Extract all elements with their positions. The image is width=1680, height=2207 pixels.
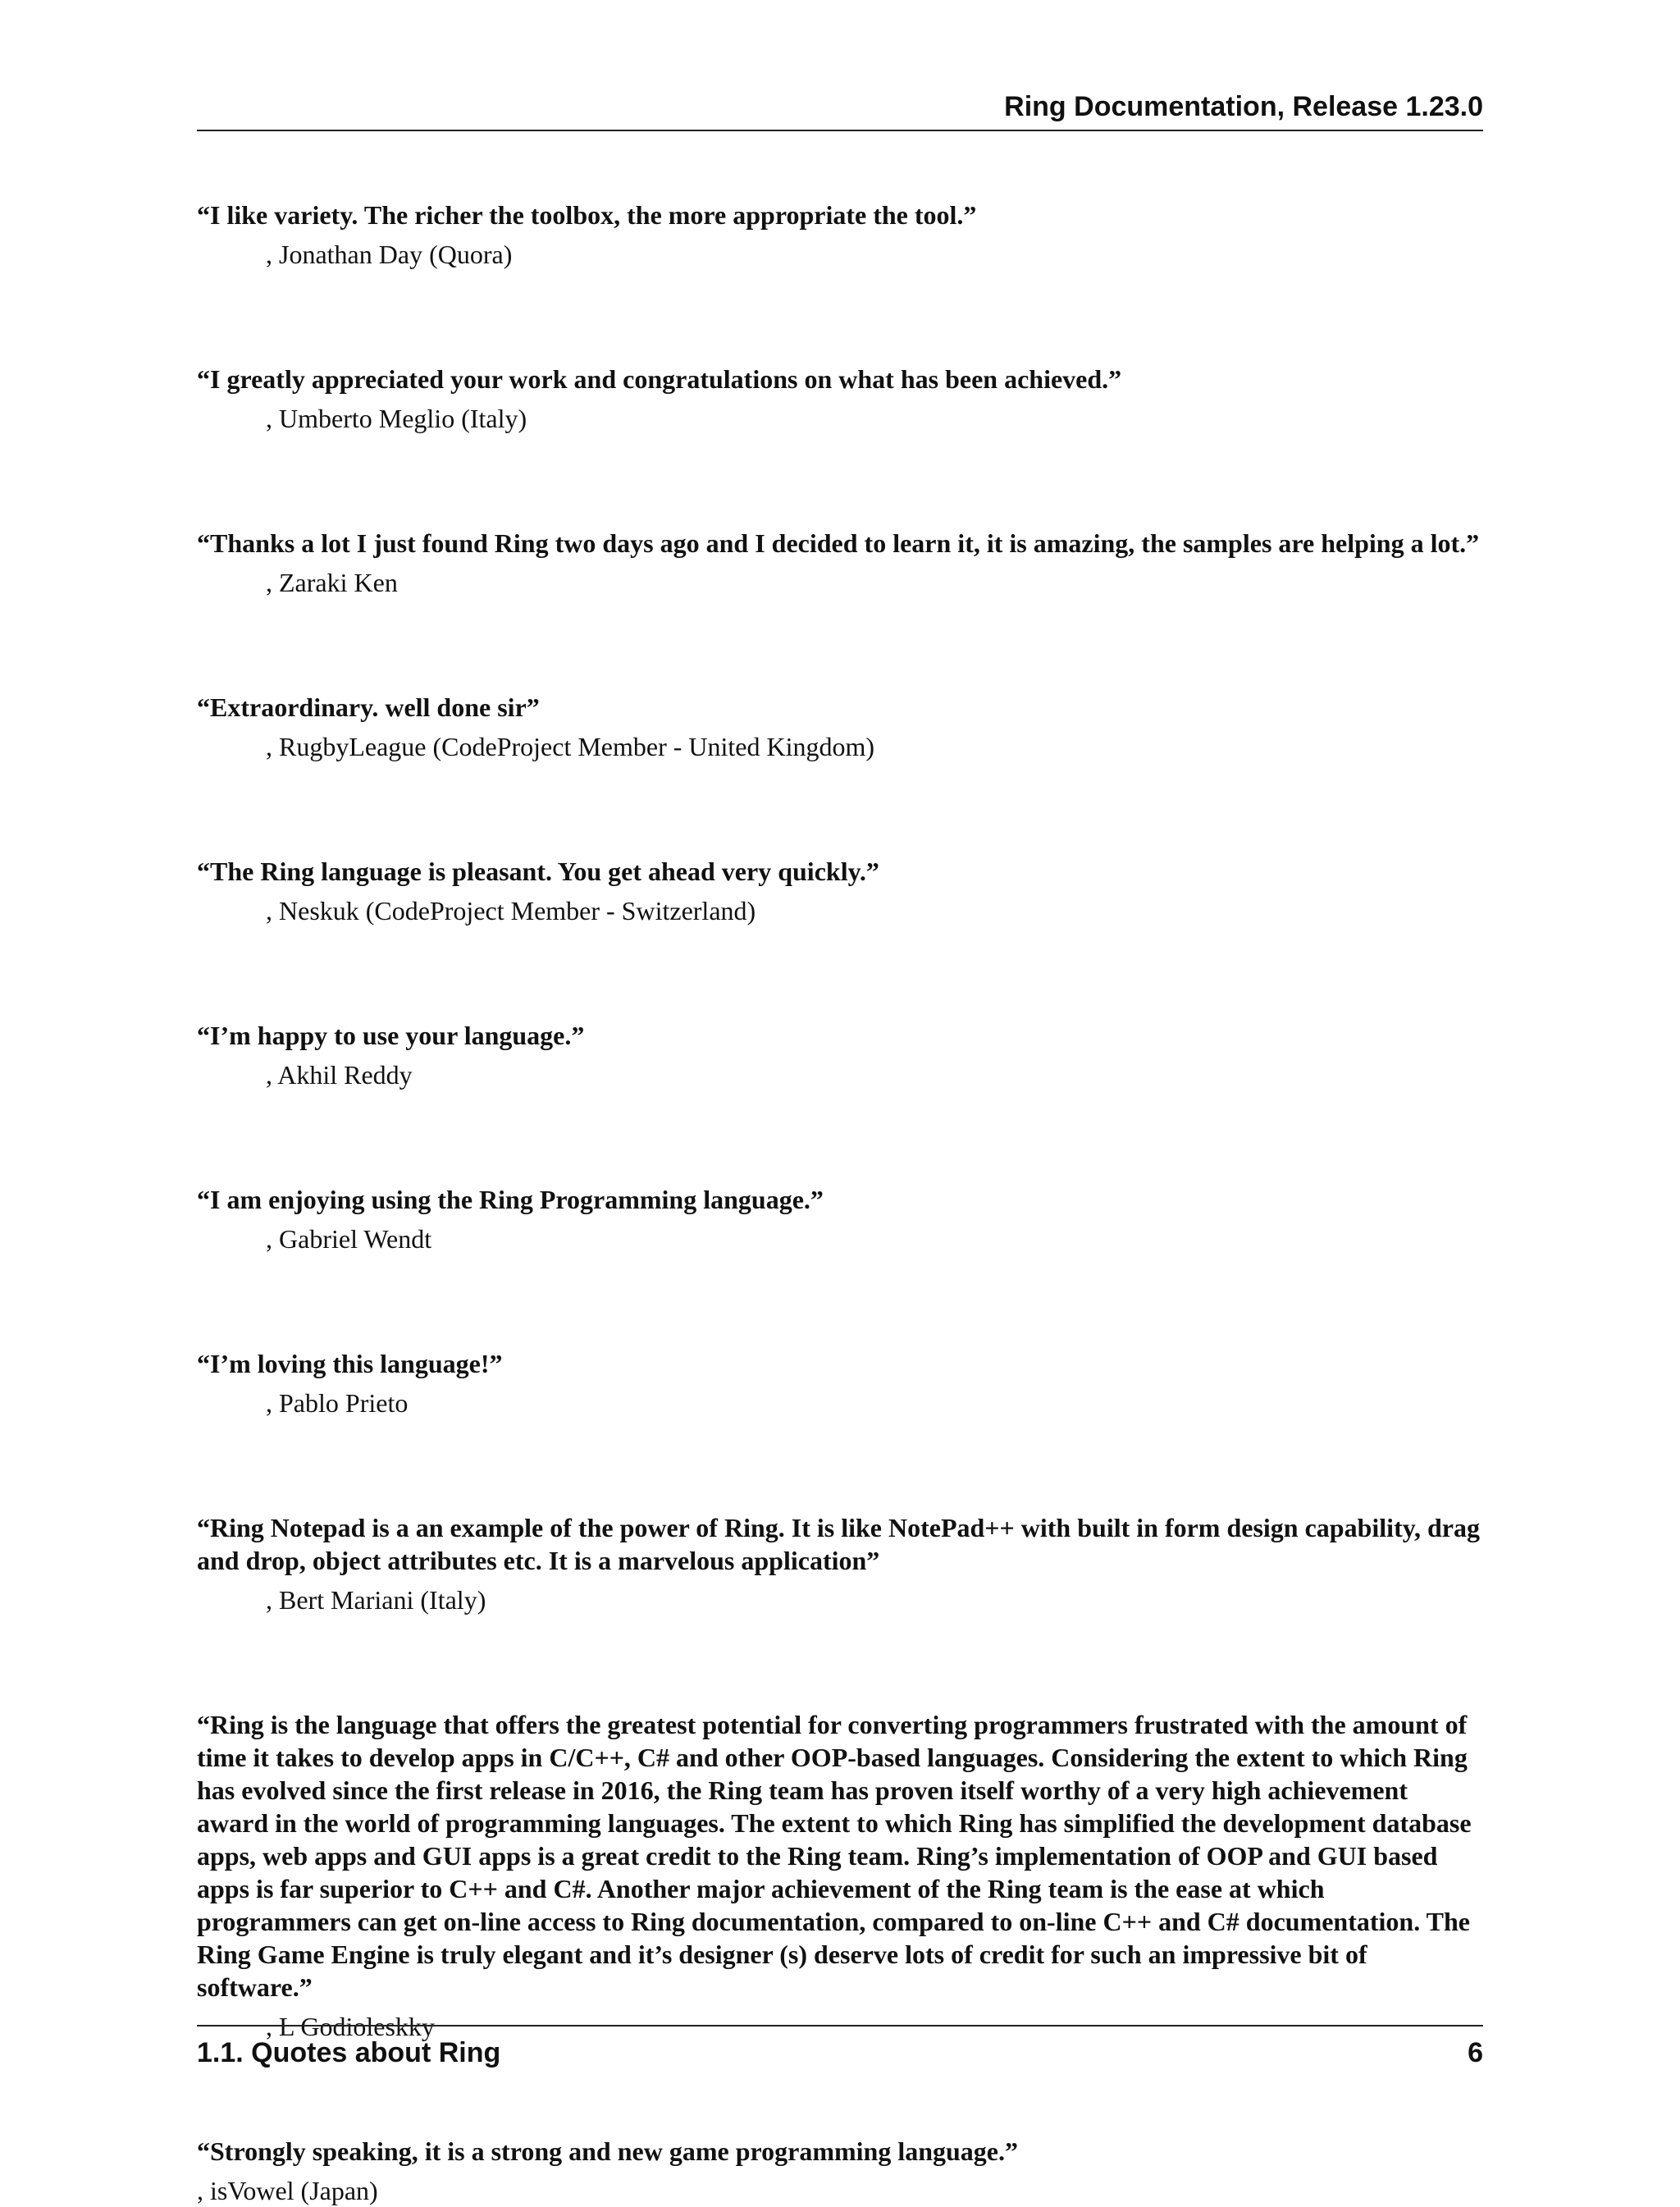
quote-text: “I’m loving this language!” [197, 1349, 503, 1378]
quote-attribution: , Neskuk (CodeProject Member - Switzerland) [266, 896, 756, 925]
quote-attribution: , Pablo Prieto [266, 1388, 409, 1418]
quote-block [197, 1708, 1483, 2043]
quote-block [197, 1019, 1483, 1091]
quote-text: “I like variety. The richer the toolbox, the more appropriate the tool.” [197, 200, 977, 230]
quote-attribution: , L Godioleskky [266, 2012, 435, 2041]
quote-block [197, 527, 1483, 599]
quote-block [197, 1511, 1483, 1616]
quote-attribution: , isVowel (Japan) [197, 2176, 378, 2205]
quote-text: “Thanks a lot I just found Ring two days ago and I decided to learn it, it is amazing, the samples are helping a lot.” [197, 528, 1480, 558]
quotes-section [197, 199, 1483, 2207]
quote-text: “Ring Notepad is a an example of the power of Ring. It is like NotePad++ with built in form design capability, drag and drop, object attributes etc. It is a marvelous application” [197, 1513, 1480, 1575]
quote-attribution: , Umberto Meglio (Italy) [266, 404, 527, 433]
document-title: Ring Documentation, Release 1.23.0 [1004, 91, 1483, 122]
quote-text: “Extraordinary. well done sir” [197, 692, 540, 722]
page-number: 6 [1468, 2037, 1483, 2068]
quote-text: “Ring is the language that offers the greatest potential for converting programmers frustrated with the amount of time it takes to develop apps in C/C++, C# and other OOP-based languages. Considering the extent to which Ring has evolved since the first release in 2016, the Ring team has proven itself worthy of a very high achievement award in the world of programming languages. The extent to which Ring has simplified the development database apps, web apps and GUI apps is a great credit to the Ring team. Ring’s implementation of OOP and GUI based apps is far superior to C++ and C#. Another major achievement of the Ring team is the ease at which programmers can get on-line access to Ring documentation, compared to on-line C++ and C# documentation. The Ring Game Engine is truly elegant and it’s designer (s) deserve lots of credit for such an impressive bit of software.” [197, 1710, 1472, 2002]
quote-text: “I’m happy to use your language.” [197, 1021, 585, 1050]
quote-attribution: , Zaraki Ken [266, 568, 398, 597]
quote-attribution: , Gabriel Wendt [266, 1224, 432, 1254]
quote-attribution: , Jonathan Day (Quora) [266, 240, 513, 269]
quote-block [197, 691, 1483, 763]
quote-block [197, 855, 1483, 927]
quote-attribution: , Akhil Reddy [266, 1060, 413, 1090]
quote-text: “I am enjoying using the Ring Programming language.” [197, 1185, 824, 1214]
quote-block [197, 1183, 1483, 1255]
page-footer [197, 2025, 1483, 2076]
section-title: 1.1. Quotes about Ring [197, 2037, 501, 2068]
quote-text: “Strongly speaking, it is a strong and new game programming language.” [197, 2136, 1018, 2166]
quote-block [197, 199, 1483, 271]
quote-text: “I greatly appreciated your work and congratulations on what has been achieved.” [197, 364, 1122, 394]
quote-block [197, 1347, 1483, 1419]
quote-text: “The Ring language is pleasant. You get ahead very quickly.” [197, 857, 879, 886]
page-header [197, 90, 1483, 131]
quote-block [197, 2135, 1483, 2207]
quote-block [197, 363, 1483, 435]
quote-attribution: , Bert Mariani (Italy) [266, 1585, 486, 1615]
quote-attribution: , RugbyLeague (CodeProject Member - United Kingdom) [266, 732, 875, 761]
